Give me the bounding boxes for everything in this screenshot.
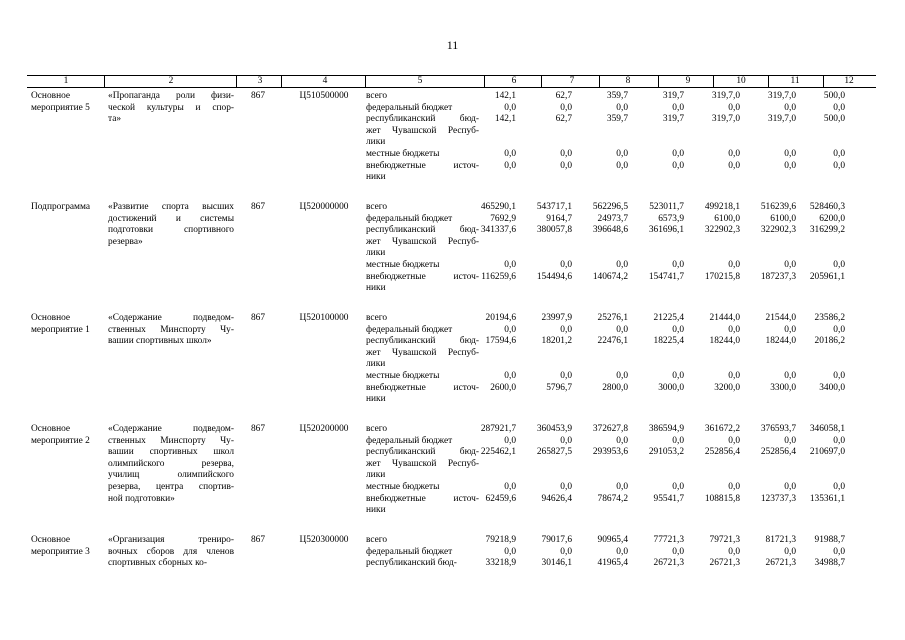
- amount-cell: 0,0: [728, 546, 740, 557]
- amount-cell: 360453,9: [536, 424, 572, 434]
- program-description-line: вашии спортивных школ: [108, 447, 234, 458]
- funding-source: [366, 202, 479, 295]
- amount-cell: 0,0: [833, 149, 845, 159]
- program-description-line: подготовки спортивного: [108, 225, 234, 236]
- funding-source-line: федеральный бюджет: [366, 213, 453, 224]
- budget-code: 867: [250, 535, 266, 545]
- amount-cell: 0,0: [616, 546, 628, 557]
- program-name-line: мероприятие 2: [31, 435, 90, 446]
- amount-cell: 0,0: [672, 260, 684, 270]
- amount-cell: 0,0: [784, 435, 796, 446]
- funding-source-line: федеральный бюджет: [366, 546, 453, 557]
- amount-cell: 265827,5: [536, 447, 572, 458]
- amount-cell: 5796,7: [546, 382, 572, 393]
- budget-code: 867: [250, 313, 266, 323]
- header-divider: [541, 75, 542, 87]
- amount-cell: 319,7,0: [767, 91, 796, 101]
- funding-source-line: всего: [366, 313, 388, 323]
- amount-cell: 33218,9: [485, 558, 516, 569]
- amount-cell: 380057,8: [536, 225, 572, 236]
- amount-cell: 77721,3: [653, 535, 684, 545]
- program-name: [31, 535, 103, 558]
- amount-cell: 18244,0: [765, 336, 796, 347]
- header-cell-9: 9: [685, 76, 691, 86]
- funding-source-line: ники: [366, 172, 386, 183]
- amount-cell: 0,0: [616, 102, 628, 113]
- amount-cell: 252856,4: [760, 447, 796, 458]
- amount-cell: 0,0: [833, 371, 845, 381]
- amount-cell: 0,0: [728, 102, 740, 113]
- amount-cell: 20186,2: [814, 336, 845, 347]
- amount-cell: 21544,0: [765, 313, 796, 323]
- amount-cell: 291053,2: [648, 447, 684, 458]
- amount-cell: 18225,4: [653, 336, 684, 347]
- funding-source-line: республиканский бюд-: [366, 447, 479, 458]
- funding-source-line: местные бюджеты: [366, 148, 440, 159]
- budget-code: 867: [250, 424, 266, 434]
- amount-cell: 0,0: [728, 324, 740, 335]
- amount-cell: 0,0: [616, 371, 628, 381]
- header-divider: [236, 75, 237, 87]
- header-cell-6: 6: [511, 76, 517, 86]
- amount-cell: 0,0: [504, 371, 516, 381]
- program-description: [108, 202, 234, 248]
- program-name-line: Основное: [31, 91, 71, 101]
- program-description-line: спортивных сборных ко-: [108, 558, 207, 569]
- funding-source-line: республиканский бюд-: [366, 114, 479, 125]
- amount-cell: 154494,6: [536, 271, 572, 282]
- amount-cell: 372627,8: [592, 424, 628, 434]
- funding-source-line: республиканский бюд-: [366, 225, 479, 236]
- amount-cell: 3300,0: [770, 382, 796, 393]
- amount-cell: 0,0: [728, 435, 740, 446]
- funding-source-line: ники: [366, 283, 386, 294]
- funding-source-line: жет Чувашской Респуб-: [366, 347, 479, 358]
- amount-cell: 516239,6: [760, 202, 796, 212]
- program-description-line: резерва»: [108, 236, 143, 247]
- amount-cell: 319,7: [662, 91, 684, 101]
- amount-cell: 20194,6: [485, 313, 516, 323]
- amount-cell: 0,0: [728, 149, 740, 159]
- amount-cell: 361672,2: [704, 424, 740, 434]
- amount-cell: 499218,1: [704, 202, 740, 212]
- header-divider: [365, 75, 366, 87]
- amount-cell: 0,0: [560, 149, 572, 159]
- program-description-line: вочных сборов для членов: [108, 546, 234, 557]
- amount-cell: 0,0: [504, 260, 516, 270]
- amount-cell: 0,0: [616, 482, 628, 492]
- funding-source-line: республиканский бюд-: [366, 558, 457, 569]
- funding-source: [366, 91, 479, 184]
- amount-cell: 0,0: [504, 324, 516, 335]
- amount-cell: 500,0: [823, 114, 845, 125]
- amount-cell: 322902,3: [760, 225, 796, 236]
- amount-cell: 293953,6: [592, 447, 628, 458]
- amount-cell: 0,0: [616, 160, 628, 171]
- header-cell-11: 11: [790, 76, 800, 86]
- amount-cell: 0,0: [833, 435, 845, 446]
- amount-cell: 142,1: [494, 91, 516, 101]
- header-cell-1: 1: [63, 76, 69, 86]
- amount-cell: 154741,7: [648, 271, 684, 282]
- amount-cell: 0,0: [672, 371, 684, 381]
- amount-cell: 376593,7: [760, 424, 796, 434]
- amount-cell: 0,0: [504, 482, 516, 492]
- amount-cell: 26721,3: [709, 558, 740, 569]
- amount-cell: 465290,1: [480, 202, 516, 212]
- amount-cell: 0,0: [833, 160, 845, 171]
- amount-cell: 0,0: [616, 149, 628, 159]
- amount-cell: 3400,0: [819, 382, 845, 393]
- amount-cell: 319,7: [662, 114, 684, 125]
- amount-cell: 23997,9: [541, 313, 572, 323]
- amount-cell: 6573,9: [658, 213, 684, 224]
- funding-source-line: внебюджетные источ-: [366, 271, 479, 282]
- header-divider: [768, 75, 769, 87]
- amount-cell: 359,7: [606, 114, 628, 125]
- amount-cell: 0,0: [833, 260, 845, 270]
- amount-cell: 79721,3: [709, 535, 740, 545]
- amount-cell: 7692,9: [490, 213, 516, 224]
- amount-cell: 22476,1: [597, 336, 628, 347]
- header-divider: [599, 75, 600, 87]
- program-description: [108, 91, 234, 126]
- amount-cell: 0,0: [728, 260, 740, 270]
- amount-cell: 0,0: [504, 160, 516, 171]
- amount-cell: 9164,7: [546, 213, 572, 224]
- funding-source-line: федеральный бюджет: [366, 102, 453, 113]
- program-name-line: мероприятие 1: [31, 324, 90, 335]
- amount-cell: 0,0: [560, 102, 572, 113]
- program-description-line: вашии спортивных школ»: [108, 336, 212, 347]
- amount-cell: 95541,7: [653, 493, 684, 504]
- amount-cell: 0,0: [833, 546, 845, 557]
- amount-cell: 142,1: [494, 114, 516, 125]
- amount-cell: 0,0: [672, 435, 684, 446]
- amount-cell: 346058,1: [809, 424, 845, 434]
- amount-cell: 3200,0: [714, 382, 740, 393]
- amount-cell: 0,0: [833, 102, 845, 113]
- funding-source-line: местные бюджеты: [366, 259, 440, 270]
- amount-cell: 123737,3: [760, 493, 796, 504]
- program-description-line: училищ олимпийского: [108, 470, 234, 481]
- amount-cell: 2600,0: [490, 382, 516, 393]
- amount-cell: 543717,1: [536, 202, 572, 212]
- amount-cell: 0,0: [784, 324, 796, 335]
- amount-cell: 0,0: [560, 324, 572, 335]
- program-description-line: ственных Минспорту Чу-: [108, 435, 234, 446]
- program-description: [108, 313, 234, 348]
- funding-source-line: лики: [366, 137, 386, 148]
- amount-cell: 0,0: [672, 160, 684, 171]
- program-description: [108, 535, 234, 570]
- amount-cell: 0,0: [784, 482, 796, 492]
- program-description-line: «Содержание подведом-: [108, 424, 234, 434]
- program-name-line: Основное: [31, 535, 71, 545]
- header-cell-12: 12: [844, 76, 854, 86]
- amount-cell: 523011,7: [649, 202, 684, 212]
- funding-source-line: ники: [366, 394, 386, 405]
- amount-cell: 500,0: [823, 91, 845, 101]
- header-divider: [484, 75, 485, 87]
- amount-cell: 79017,6: [541, 535, 572, 545]
- amount-cell: 0,0: [504, 149, 516, 159]
- program-description-line: ческой культуры и спор-: [108, 102, 234, 113]
- amount-cell: 0,0: [504, 102, 516, 113]
- amount-cell: 91988,7: [814, 535, 845, 545]
- program-description-line: та»: [108, 114, 122, 125]
- program-description-line: «Развитие спорта высших: [108, 202, 234, 212]
- funding-source-line: жет Чувашской Респуб-: [366, 125, 479, 136]
- amount-cell: 0,0: [616, 324, 628, 335]
- amount-cell: 34988,7: [814, 558, 845, 569]
- amount-cell: 0,0: [616, 260, 628, 270]
- funding-source-line: лики: [366, 470, 386, 481]
- amount-cell: 170215,8: [704, 271, 740, 282]
- funding-source-line: местные бюджеты: [366, 481, 440, 492]
- amount-cell: 252856,4: [704, 447, 740, 458]
- header-cell-3: 3: [257, 76, 263, 86]
- amount-cell: 26721,3: [653, 558, 684, 569]
- funding-source: [366, 313, 479, 406]
- header-divider: [658, 75, 659, 87]
- amount-cell: 0,0: [784, 160, 796, 171]
- amount-cell: 0,0: [784, 102, 796, 113]
- header-cell-10: 10: [736, 76, 746, 86]
- amount-cell: 0,0: [784, 371, 796, 381]
- program-description-line: ственных Минспорту Чу-: [108, 324, 234, 335]
- funding-source-line: федеральный бюджет: [366, 324, 453, 335]
- amount-cell: 62,7: [555, 91, 572, 101]
- funding-source-line: всего: [366, 424, 388, 434]
- amount-cell: 386594,9: [648, 424, 684, 434]
- amount-cell: 2800,0: [602, 382, 628, 393]
- program-description-line: резерва, центра спортив-: [108, 481, 234, 492]
- program-description-line: «Пропаганда роли физи-: [108, 91, 234, 101]
- amount-cell: 0,0: [672, 546, 684, 557]
- amount-cell: 0,0: [833, 482, 845, 492]
- funding-source-line: федеральный бюджет: [366, 435, 453, 446]
- program-name-line: Подпрограмма: [31, 202, 91, 212]
- amount-cell: 0,0: [560, 260, 572, 270]
- amount-cell: 0,0: [616, 435, 628, 446]
- amount-cell: 3000,0: [658, 382, 684, 393]
- classifier-code: Ц510500000: [299, 91, 349, 101]
- funding-source: [366, 424, 479, 517]
- amount-cell: 6100,0: [714, 213, 740, 224]
- header-divider: [281, 75, 282, 87]
- amount-cell: 319,7,0: [711, 91, 740, 101]
- amount-cell: 6100,0: [770, 213, 796, 224]
- amount-cell: 0,0: [672, 102, 684, 113]
- amount-cell: 135361,1: [809, 493, 845, 504]
- header-cell-8: 8: [625, 76, 631, 86]
- program-name: [31, 91, 103, 114]
- funding-source-line: внебюджетные источ-: [366, 160, 479, 171]
- amount-cell: 287921,7: [480, 424, 516, 434]
- funding-source: [366, 535, 479, 570]
- amount-cell: 79218,9: [485, 535, 516, 545]
- header-divider: [104, 75, 105, 87]
- amount-cell: 62459,6: [485, 493, 516, 504]
- classifier-code: Ц520300000: [299, 535, 349, 545]
- amount-cell: 0,0: [560, 546, 572, 557]
- amount-cell: 0,0: [560, 435, 572, 446]
- amount-cell: 41965,4: [597, 558, 628, 569]
- funding-source-line: всего: [366, 535, 388, 545]
- amount-cell: 0,0: [672, 324, 684, 335]
- amount-cell: 225462,1: [480, 447, 516, 458]
- program-name: [31, 202, 103, 214]
- amount-cell: 21444,0: [709, 313, 740, 323]
- amount-cell: 359,7: [606, 91, 628, 101]
- amount-cell: 0,0: [560, 371, 572, 381]
- program-description-line: «Содержание подведом-: [108, 313, 234, 323]
- budget-code: 867: [250, 202, 266, 212]
- program-description-line: олимпийского резерва,: [108, 458, 234, 469]
- program-name-line: мероприятие 5: [31, 102, 90, 113]
- classifier-code: Ц520200000: [299, 424, 349, 434]
- amount-cell: 0,0: [672, 149, 684, 159]
- amount-cell: 316299,2: [809, 225, 845, 236]
- amount-cell: 140674,2: [592, 271, 628, 282]
- amount-cell: 0,0: [560, 160, 572, 171]
- amount-cell: 0,0: [728, 160, 740, 171]
- funding-source-line: всего: [366, 202, 388, 212]
- program-name-line: мероприятие 3: [31, 546, 90, 557]
- amount-cell: 0,0: [504, 546, 516, 557]
- header-divider: [823, 75, 824, 87]
- header-cell-4: 4: [322, 76, 328, 86]
- amount-cell: 0,0: [728, 482, 740, 492]
- amount-cell: 319,7,0: [767, 114, 796, 125]
- amount-cell: 319,7,0: [711, 114, 740, 125]
- funding-source-line: лики: [366, 248, 386, 259]
- budget-code: 867: [250, 91, 266, 101]
- funding-source-line: всего: [366, 91, 388, 101]
- funding-source-line: местные бюджеты: [366, 370, 440, 381]
- amount-cell: 116259,6: [481, 271, 516, 282]
- header-divider: [713, 75, 714, 87]
- classifier-code: Ц520000000: [299, 202, 349, 212]
- amount-cell: 0,0: [504, 435, 516, 446]
- program-name-line: Основное: [31, 313, 71, 323]
- amount-cell: 361696,1: [648, 225, 684, 236]
- funding-source-line: жет Чувашской Респуб-: [366, 236, 479, 247]
- amount-cell: 30146,1: [541, 558, 572, 569]
- amount-cell: 0,0: [560, 482, 572, 492]
- funding-source-line: внебюджетные источ-: [366, 493, 479, 504]
- amount-cell: 23586,2: [814, 313, 845, 323]
- amount-cell: 6200,0: [819, 213, 845, 224]
- amount-cell: 0,0: [833, 324, 845, 335]
- funding-source-line: ники: [366, 505, 386, 516]
- program-name: [31, 313, 103, 336]
- amount-cell: 205961,1: [809, 271, 845, 282]
- amount-cell: 81721,3: [765, 535, 796, 545]
- header-cell-2: 2: [168, 76, 174, 86]
- page-number: 11: [446, 38, 459, 52]
- table-header-rule: [27, 87, 876, 88]
- funding-source-line: жет Чувашской Респуб-: [366, 458, 479, 469]
- program-description-line: ной подготовки»: [108, 493, 175, 504]
- amount-cell: 94626,4: [541, 493, 572, 504]
- amount-cell: 0,0: [672, 482, 684, 492]
- amount-cell: 18244,0: [709, 336, 740, 347]
- funding-source-line: внебюджетные источ-: [366, 382, 479, 393]
- funding-source-line: республиканский бюд-: [366, 336, 479, 347]
- program-name-line: Основное: [31, 424, 71, 434]
- amount-cell: 0,0: [784, 260, 796, 270]
- program-description-line: достижений и системы: [108, 213, 234, 224]
- amount-cell: 17594,6: [485, 336, 516, 347]
- program-description-line: «Организация трениро-: [108, 535, 234, 545]
- amount-cell: 396648,6: [592, 225, 628, 236]
- classifier-code: Ц520100000: [299, 313, 349, 323]
- amount-cell: 187237,3: [760, 271, 796, 282]
- amount-cell: 528460,3: [809, 202, 845, 212]
- program-description: [108, 424, 234, 505]
- amount-cell: 62,7: [555, 114, 572, 125]
- amount-cell: 26721,3: [765, 558, 796, 569]
- amount-cell: 341337,6: [480, 225, 516, 236]
- amount-cell: 0,0: [728, 371, 740, 381]
- amount-cell: 90965,4: [597, 535, 628, 545]
- amount-cell: 25276,1: [597, 313, 628, 323]
- amount-cell: 78674,2: [597, 493, 628, 504]
- amount-cell: 18201,2: [541, 336, 572, 347]
- funding-source-line: лики: [366, 359, 386, 370]
- header-cell-7: 7: [569, 76, 575, 86]
- amount-cell: 24973,7: [597, 213, 628, 224]
- amount-cell: 0,0: [784, 149, 796, 159]
- program-name: [31, 424, 103, 447]
- amount-cell: 322902,3: [704, 225, 740, 236]
- header-cell-5: 5: [417, 76, 423, 86]
- amount-cell: 210697,0: [809, 447, 845, 458]
- amount-cell: 21225,4: [653, 313, 684, 323]
- amount-cell: 108815,8: [704, 493, 740, 504]
- amount-cell: 562296,5: [592, 202, 628, 212]
- amount-cell: 0,0: [784, 546, 796, 557]
